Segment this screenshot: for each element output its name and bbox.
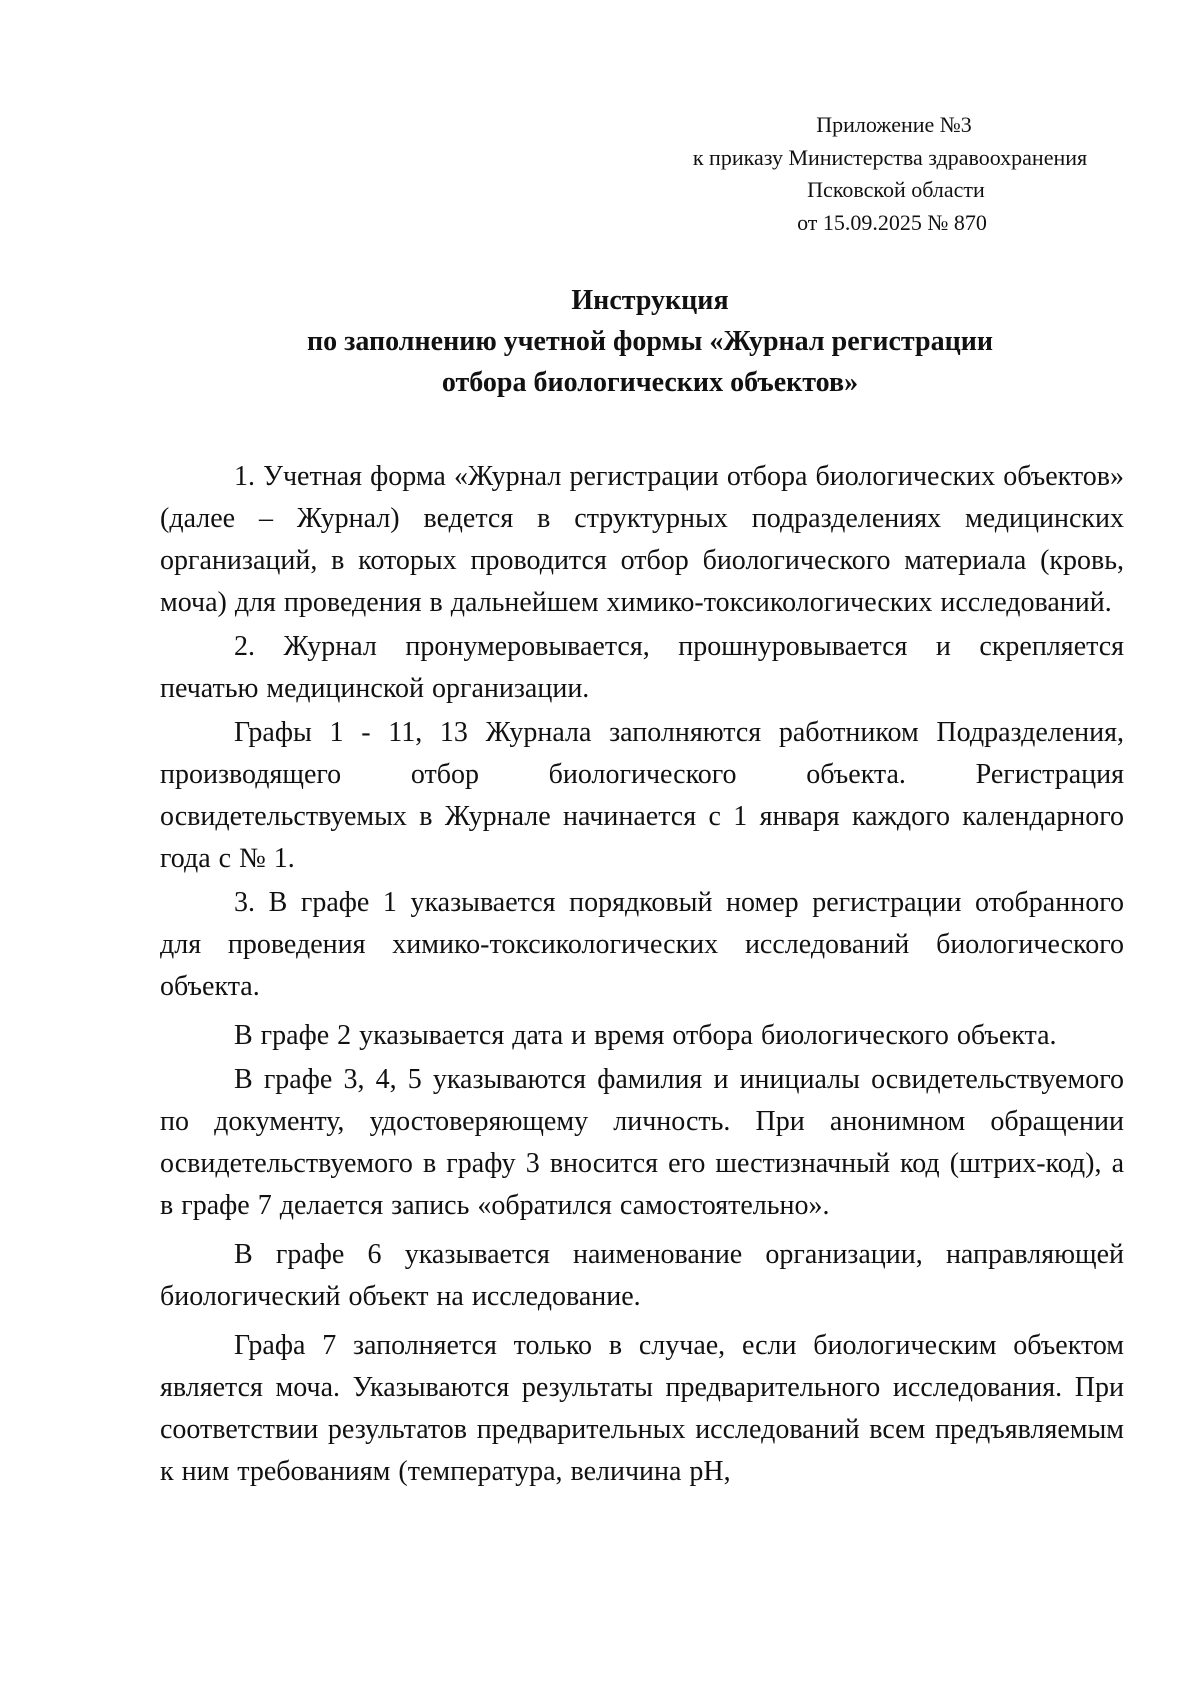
document-body [160,456,1124,1495]
paragraph-8: Графа 7 заполняется только в случае, если биологическим объектом является моча. Указываются результаты предварительного исследования. При соответствии результатов предварительных исследований всем предъявляемым к ним требованиям (температура, величина pH, [160,1330,1124,1487]
title-line-3: отбора биологических объектов» [441,367,859,398]
appendix-block [660,109,1120,239]
appendix-number: Приложение №3 [816,112,972,137]
title-line-2: по заполнению учетной формы «Журнал регистрации [307,326,993,357]
paragraph-6: В графе 3, 4, 5 указываются фамилия и инициалы освидетельствуемого по документу, удостоверяющему личность. При анонимном обращении освидетельствуемого в графу 3 вносится его шестизначный код (штрих-код), а в графе 7 делается запись «обратился самостоятельно». [160,1064,1124,1221]
appendix-order-ref: к приказу Министерства здравоохранения [692,144,1088,170]
paragraph-4: 3. В графе 1 указывается порядковый номер регистрации отобранного для проведения химико-токсикологических исследований биологического объекта. [160,887,1124,1002]
document-title [240,280,1060,403]
paragraph-7: В графе 6 указывается наименование организации, направляющей биологический объект на исследование. [160,1239,1124,1312]
paragraph-3: Графы 1 - 11, 13 Журнала заполняются работником Подразделения, производящего отбор биологического объекта. Регистрация освидетельствуемых в Журнале начинается с 1 января каждого календарного года с № 1. [160,717,1124,874]
appendix-region: Псковской области [807,177,985,202]
appendix-date-number: от 15.09.2025 № 870 [797,209,987,235]
paragraph-1: 1. Учетная форма «Журнал регистрации отбора биологических объектов» (далее – Журнал) ведется в структурных подразделениях медицинских организаций, в которых проводится отбор биологического материала (кровь, моча) для проведения в дальнейшем химико-токсикологических исследований. [160,461,1124,618]
title-line-1: Инструкция [571,285,729,316]
paragraph-5: В графе 2 указывается дата и время отбора биологического объекта. [234,1020,1057,1051]
paragraph-2: 2. Журнал пронумеровывается, прошнуровывается и скрепляется печатью медицинской организации. [160,631,1124,704]
